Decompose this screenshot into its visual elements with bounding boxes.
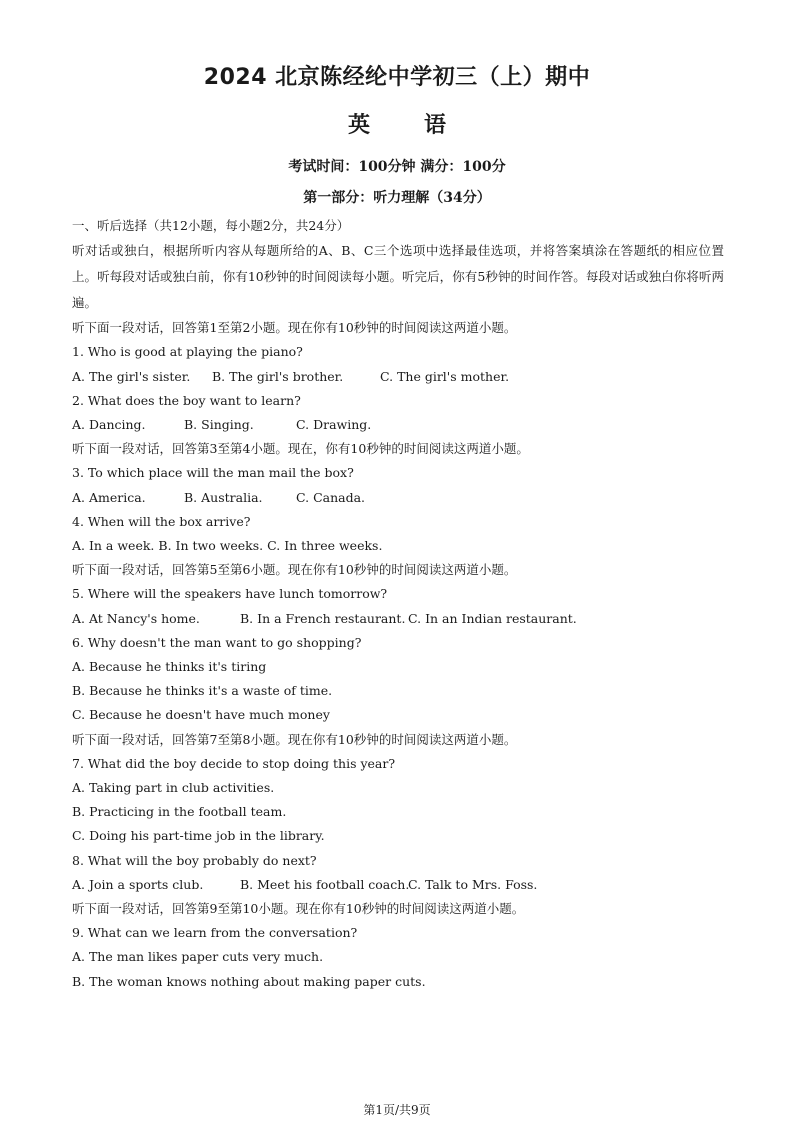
listening-prompt: 听下面一段对话，回答第1至第2小题。现在你有10秒钟的时间阅读这两道小题。	[72, 320, 517, 336]
option-b: B. The girl's brother.	[212, 368, 344, 384]
question-stem: 8. What will the boy probably do next?	[72, 852, 317, 868]
option-c: C. Drawing.	[296, 417, 372, 433]
part-title: 第一部分：听力理解（34分）	[303, 190, 491, 206]
page-number: 第1页/共9页	[363, 1103, 431, 1117]
section-heading: 一、听后选择（共12小题，每小题2分，共24分）	[72, 218, 350, 233]
question-stem: 9. What can we learn from the conversation?	[72, 925, 358, 941]
option-c: C. Talk to Mrs. Foss.	[408, 876, 538, 892]
option-a: A. Join a sports club.	[72, 876, 204, 892]
exam-title: 2024 北京陈经纶中学初三（上）期中	[203, 65, 591, 90]
listening-prompt: 听下面一段对话，回答第7至第8小题。现在你有10秒钟的时间阅读这两道小题。	[72, 731, 517, 747]
option-a: A. Taking part in club activities.	[72, 780, 275, 796]
option-c: C. Because he doesn't have much money	[72, 707, 330, 723]
option-a: A. The girl's sister.	[72, 368, 191, 384]
listening-prompt: 听下面一段对话，回答第5至第6小题。现在你有10秒钟的时间阅读这两道小题。	[72, 562, 517, 578]
option-b: B. Singing.	[184, 417, 254, 433]
option-a: A. Dancing.	[72, 417, 146, 433]
option-b: B. Practicing in the football team.	[72, 804, 287, 820]
question-stem: 2. What does the boy want to learn?	[72, 392, 301, 408]
option-c: C. Doing his part-time job in the library.	[72, 828, 325, 844]
option-b: B. Australia.	[184, 489, 263, 505]
question-options	[72, 486, 724, 510]
option-a: A. Because he thinks it's tiring	[72, 659, 267, 675]
exam-body	[72, 214, 724, 994]
listening-prompt: 听下面一段对话，回答第3至第4小题。现在，你有10秒钟的时间阅读这两道小题。	[72, 441, 529, 457]
option-c: C. Canada.	[296, 489, 366, 505]
option-b: B. The woman knows nothing about making paper cuts.	[72, 973, 426, 989]
question-options	[72, 607, 724, 631]
question-stem: 5. Where will the speakers have lunch tomorrow?	[72, 586, 388, 602]
question-stem: 1. Who is good at playing the piano?	[72, 344, 303, 360]
listening-prompt: 听下面一段对话，回答第9至第10小题。现在你有10秒钟的时间阅读这两道小题。	[72, 901, 525, 917]
question-stem: 7. What did the boy decide to stop doing this year?	[72, 755, 396, 771]
question-options	[72, 365, 724, 389]
option-b: B. In a French restaurant.	[240, 610, 406, 626]
option-c: C. In an Indian restaurant.	[408, 610, 577, 626]
subject-char-2: 语	[424, 113, 447, 138]
question-stem: 4. When will the box arrive?	[72, 513, 251, 529]
option-a: A. At Nancy's home.	[72, 610, 200, 626]
option-b: B. Meet his football coach.	[240, 876, 410, 892]
option-b: B. Because he thinks it's a waste of time.	[72, 683, 333, 699]
question-options	[72, 873, 724, 897]
option-c: C. The girl's mother.	[380, 368, 510, 384]
subject-char-1: 英	[347, 113, 370, 138]
question-options	[72, 413, 724, 437]
option-a: A. The man likes paper cuts very much.	[72, 949, 324, 965]
exam-info: 考试时间：100分钟 满分：100分	[288, 159, 506, 175]
question-options: A. In a week. B. In two weeks. C. In three weeks.	[72, 538, 383, 554]
option-a: A. America.	[72, 489, 146, 505]
subject-title	[0, 108, 794, 139]
section-instructions: 听对话或独白，根据所听内容从每题所给的A、B、C三个选项中选择最佳选项，并将答案填涂在答题纸的相应位置上。听每段对话或独白前，你有10秒钟的时间阅读每小题。听完后，你有5秒钟的时间作答。每段对话或独白你将听两遍。	[72, 243, 724, 311]
question-stem: 6. Why doesn't the man want to go shopping?	[72, 634, 362, 650]
question-stem: 3. To which place will the man mail the box?	[72, 465, 354, 481]
